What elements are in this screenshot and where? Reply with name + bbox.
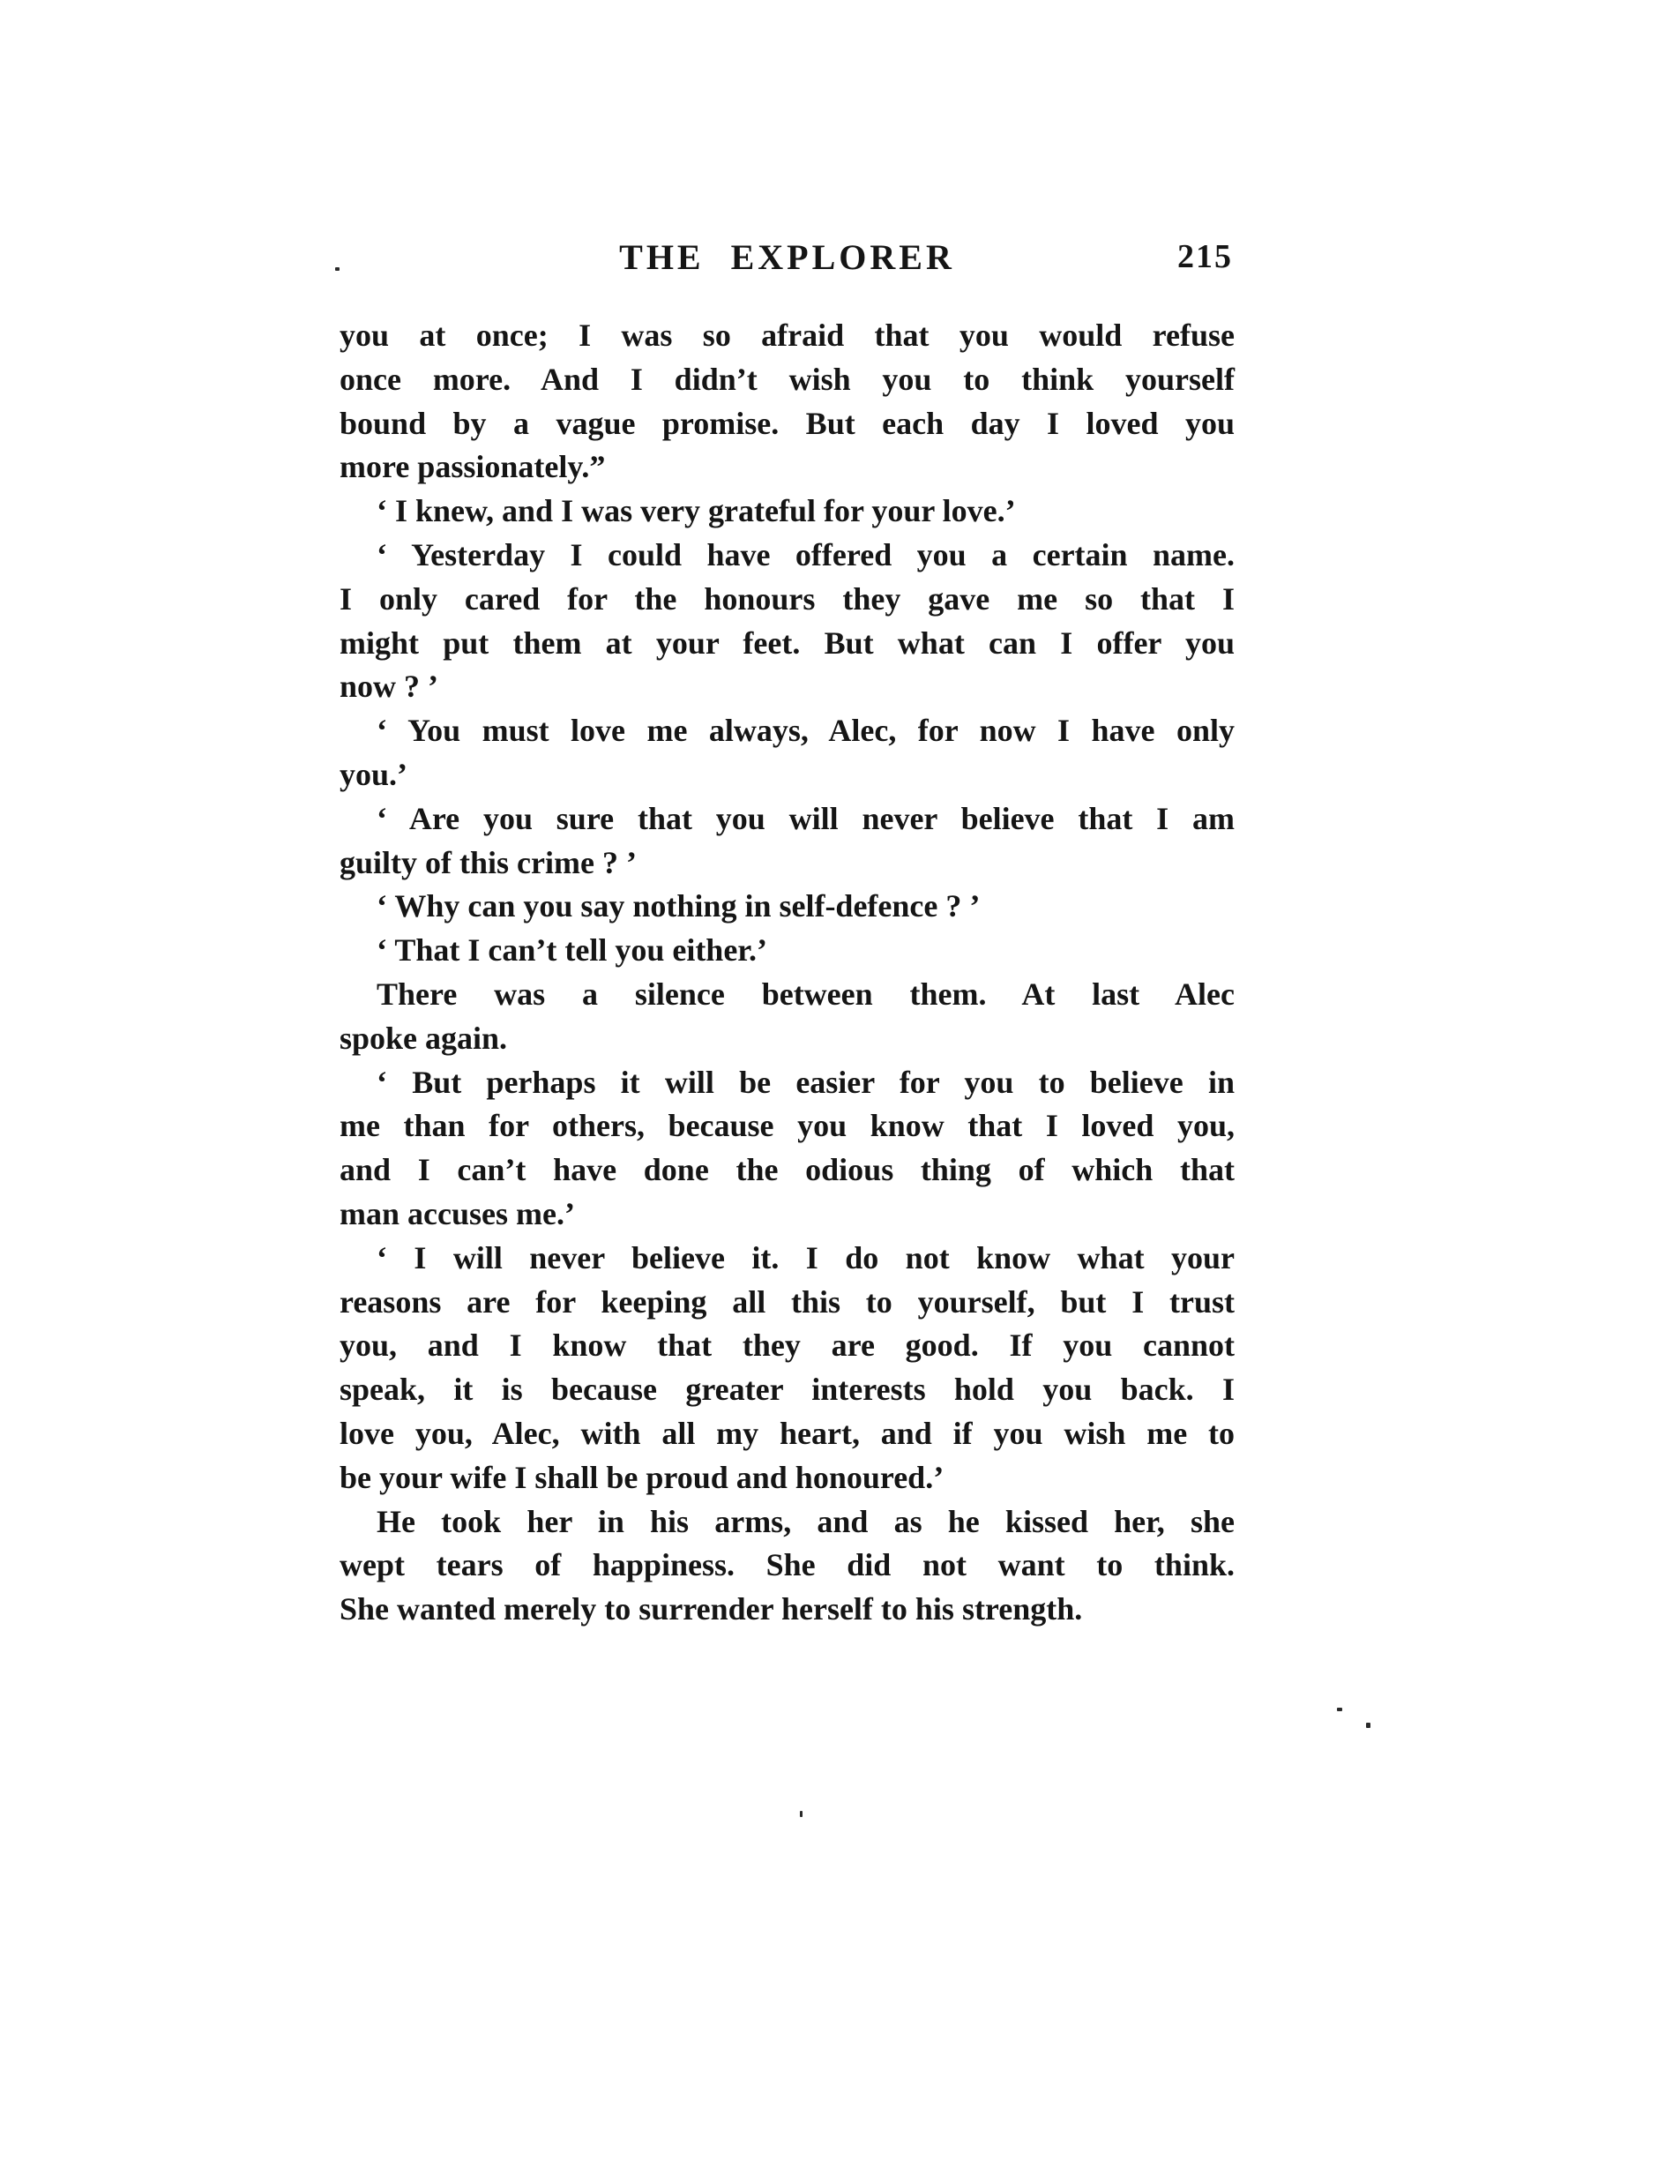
body-text — [340, 314, 1235, 1632]
text-line: reasons are for keeping all this to yourself, but I trust — [340, 1283, 1235, 1320]
text-line: ‘ I knew, and I was very grateful for your love.’ — [377, 493, 1016, 529]
text-line: ‘ You must love me always, Alec, for now I have only — [377, 713, 1235, 749]
paragraph — [340, 1237, 1235, 1500]
ink-speck — [1337, 1708, 1342, 1711]
text-line: once more. And I didn’t wish you to think yourself — [340, 361, 1235, 397]
text-line: me than for others, because you know that I loved you, — [340, 1108, 1235, 1144]
text-line: and I can’t have done the odious thing of which that — [340, 1152, 1235, 1188]
paragraph — [340, 797, 1235, 886]
paragraph — [340, 709, 1235, 797]
text-block — [340, 236, 1235, 1632]
text-line: He took her in his arms, and as he kissed her, she — [377, 1503, 1235, 1539]
ink-speck — [1366, 1723, 1370, 1728]
paragraph — [340, 490, 1235, 534]
ink-speck — [800, 1811, 803, 1817]
paragraph — [340, 973, 1235, 1061]
text-line: spoke again. — [340, 1020, 508, 1056]
text-line: ‘ But perhaps it will be easier for you to believe in — [377, 1064, 1235, 1100]
paragraph — [340, 1500, 1235, 1632]
paragraph — [340, 534, 1235, 709]
paragraph — [340, 1061, 1235, 1237]
text-line: you, and I know that they are good. If you cannot — [340, 1328, 1235, 1364]
text-line: guilty of this crime ? ’ — [340, 844, 637, 880]
running-header — [340, 236, 1235, 277]
text-line: you.’ — [340, 756, 408, 792]
page-number: 215 — [1177, 238, 1233, 275]
text-line: She wanted merely to surrender herself to his strength. — [340, 1591, 1083, 1627]
text-line: might put them at your feet. But what can I offer you — [340, 625, 1235, 661]
paragraph — [340, 929, 1235, 973]
text-line: ‘ I will never believe it. I do not know what your — [377, 1239, 1235, 1275]
page-title: THE EXPLORER — [619, 237, 955, 277]
paragraph — [340, 885, 1235, 929]
text-line: bound by a vague promise. But each day I loved you — [340, 405, 1235, 441]
text-line: speak, it is because greater interests hold you back. I — [340, 1372, 1235, 1408]
paragraph — [340, 314, 1235, 490]
text-line: be your wife I shall be proud and honoured.’ — [340, 1459, 945, 1495]
text-line: There was a silence between them. At last Alec — [377, 976, 1235, 1012]
text-line: wept tears of happiness. She did not want to think. — [340, 1547, 1235, 1583]
text-line: more passionately.” — [340, 449, 606, 485]
text-line: ‘ Yesterday I could have offered you a certain name. — [377, 536, 1235, 572]
text-line: love you, Alec, with all my heart, and if you wish me to — [340, 1415, 1235, 1451]
text-line: man accuses me.’ — [340, 1195, 575, 1231]
text-line: I only cared for the honours they gave me so that I — [340, 580, 1235, 617]
text-line: now ? ’ — [340, 669, 439, 705]
text-line: you at once; I was so afraid that you would refuse — [340, 318, 1235, 353]
text-line: ‘ Are you sure that you will never believe that I am — [377, 800, 1235, 836]
text-line: ‘ That I can’t tell you either.’ — [377, 932, 767, 969]
text-line: ‘ Why can you say nothing in self-defence ? ’ — [377, 888, 981, 924]
